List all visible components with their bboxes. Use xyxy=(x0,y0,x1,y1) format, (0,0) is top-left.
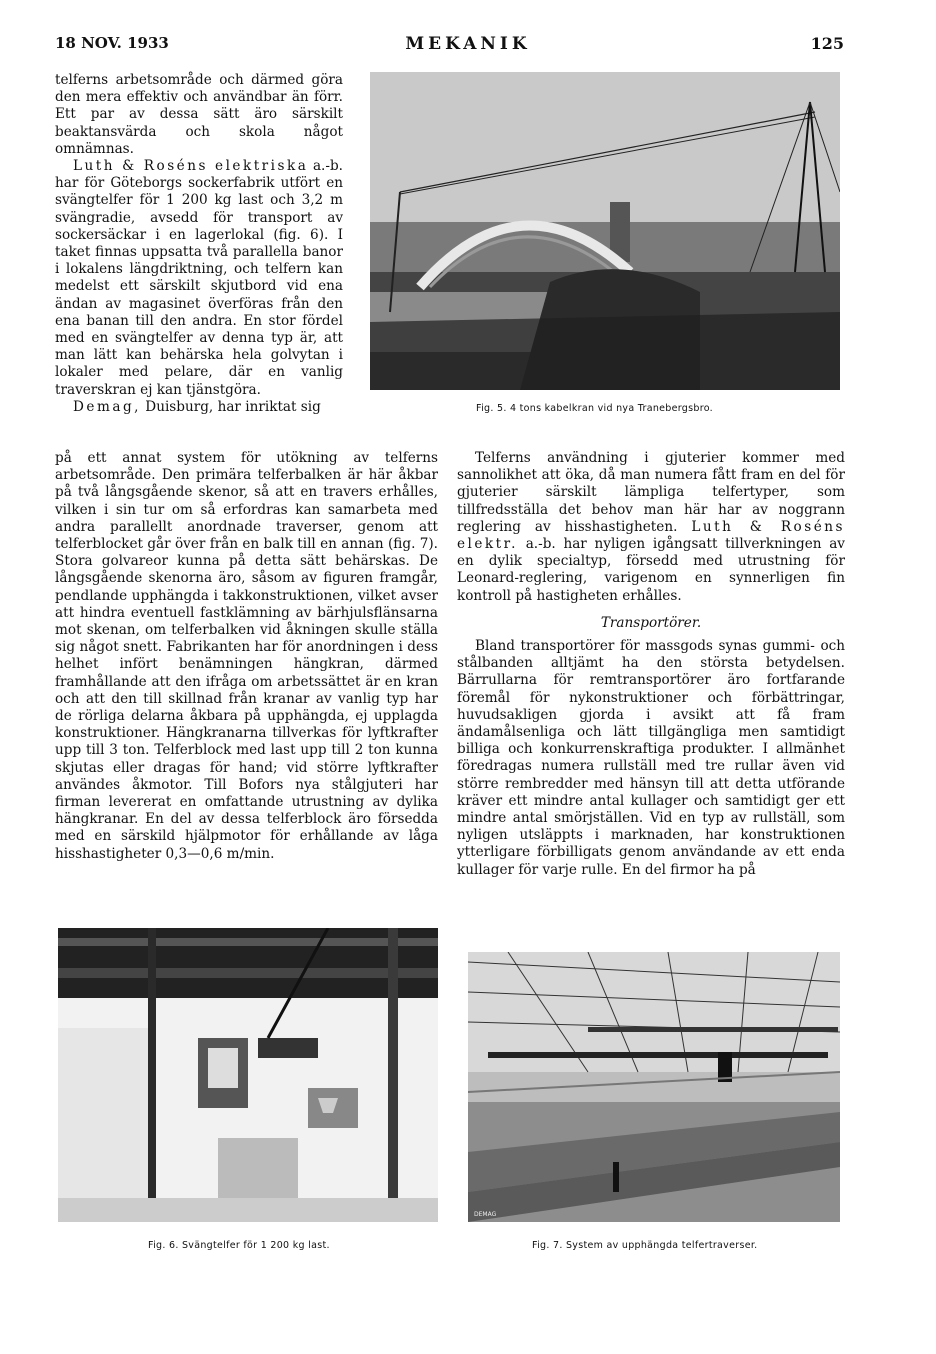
figure-5-caption: Fig. 5. 4 tons kabelkran vid nya Tranebergsbro. xyxy=(476,403,713,414)
paragraph: på ett annat system för utökning av telferns arbetsområde. Den primära telferbalken är här åkbar på två långsgående skenor, så att en travers erhålles, vilken i sin tur om så erfordras kan samarbeta med andra parallellt anordnade traverser, genom att telferblocket går över från en balk till en annan (fig. 7). Stora golvareor kunna på detta sätt behärskas. De långsgående skenorna äro, såsom av figuren framgår, pendlande upphängda i takkonstruktionen, vilket avser att hindra eventuell fastklämning av bärhjulsflänsarna mot skenan, om telferbalken vid åkningen skulle ställa sig något snett. Fabrikanten har för anordningen i dess helhet infört benämningen hängkran, därmed framhållande att den ifråga om arbetssättet är en kran och att den till skillnad från kranar av vanlig typ har de rörliga delarna åkbara på upphängda, ej upplagda konstruktioner. Hängkranarna tillverkas för lyftkrafter upp till 3 ton. Telferblock med last upp till 2 ton kunna skjutas eller dragas för hand; vid större lyftkrafter användes åkmotor. Till Bofors nya stålgjuteri har firman levererat en omfattande utrustning av dylika hängkranar. En del av dessa telferblock äro försedda med en särskild hjälpmotor för erhållande av låga hisshastigheter 0,3—0,6 m/min. xyxy=(55,450,438,862)
figure-7-caption: Fig. 7. System av upphängda telfertraverser. xyxy=(532,1240,758,1251)
paragraph-text: Telferns användning i gjuterier kommer med sannolikhet att öka, då man numera fått fram en del för gjuterier särskilt lämpliga telfertyper, som tillfredsställa det behov man här har av noggrann reglering av hisshastigheten. xyxy=(457,450,845,535)
figure-6-caption: Fig. 6. Svängtelfer för 1 200 kg last. xyxy=(148,1240,330,1251)
paragraph xyxy=(457,450,845,605)
paragraph xyxy=(55,399,343,416)
paragraph: Bland transportörer för massgods synas gummi- och stålbanden alltjämt ha den största betydelsen. Bärrullarna för remtransportörer äro fortfarande föremål för nykonstruktioner och förbättringar, huvudsakligen gjorda i avsikt att få fram ändamålsenliga och lätt tillgängliga men samtidigt billiga och konkurrenskraftiga produkter. I allmänhet föredragas numera rullställ med tre rullar även vid större rembredder med hänsyn till att detta utförande kräver ett mindre antal kullager och samtidigt ger ett mindre antal smörjställen. Vid en typ av rullställ, som nyligen utsläppts i marknaden, har konstruktionen ytterligare förbilligats genom användande av ett enda kullager för varje rulle. En del firmor ha på xyxy=(457,638,845,878)
section-heading: Transportörer. xyxy=(600,614,702,631)
journal-title: MEKANIK xyxy=(405,34,531,54)
cable-crane-bridge-image xyxy=(370,72,840,390)
paragraph: telferns arbetsområde och därmed göra den mera effektiv och användbar än förr. Ett par av dessa sätt äro särskilt beaktansvärda och skola något omnämnas. xyxy=(55,72,343,157)
column1-bottom-text xyxy=(55,450,438,863)
figure-6-photo xyxy=(58,928,438,1222)
figure-7-photo xyxy=(468,952,840,1222)
photo-stamp: DEMAG xyxy=(474,1211,497,1218)
swing-telpher-image xyxy=(58,928,438,1222)
paragraph-text: Duisburg, har inriktat sig xyxy=(145,398,321,415)
figure-5-photo xyxy=(370,72,840,390)
suspended-crane-system-image xyxy=(468,952,840,1222)
paragraph xyxy=(55,158,343,399)
column2-text xyxy=(457,450,845,879)
company-name: Luth & Roséns elektr. xyxy=(457,518,845,553)
column1-top-text xyxy=(55,72,343,416)
page-date: 18 NOV. 1933 xyxy=(55,34,169,52)
paragraph-text: a.-b. har nyligen igångsatt tillverkningen av en dylik specialtyp, försedd med utrustning för Leonard-reglering, varigenom en synnerligen fin kontroll på hastigheten erhålles. xyxy=(457,536,845,604)
paragraph-text: a.-b. har för Göteborgs sockerfabrik utfört en svängtelfer för 1 200 kg last och 3,2 m svängradie, avsedd för transport av sockersäckar i en lagerlokal (fig. 6). I taket finnas uppsatta två parallella banor i lokalens längdriktning, och telfern kan medelst ett särskilt skjutbord vid ena ändan av magasinet överföras från den ena banan till den andra. En stor fördel med en svängtelfer av denna typ är, att man lätt kan behärska hela golvytan i lokaler med pelare, där en vanlig traverskran ej kan tjänstgöra. xyxy=(55,158,343,398)
page-number: 125 xyxy=(810,34,844,53)
company-name: Demag, xyxy=(73,398,141,415)
company-name: Luth & Roséns elektriska xyxy=(73,158,309,175)
